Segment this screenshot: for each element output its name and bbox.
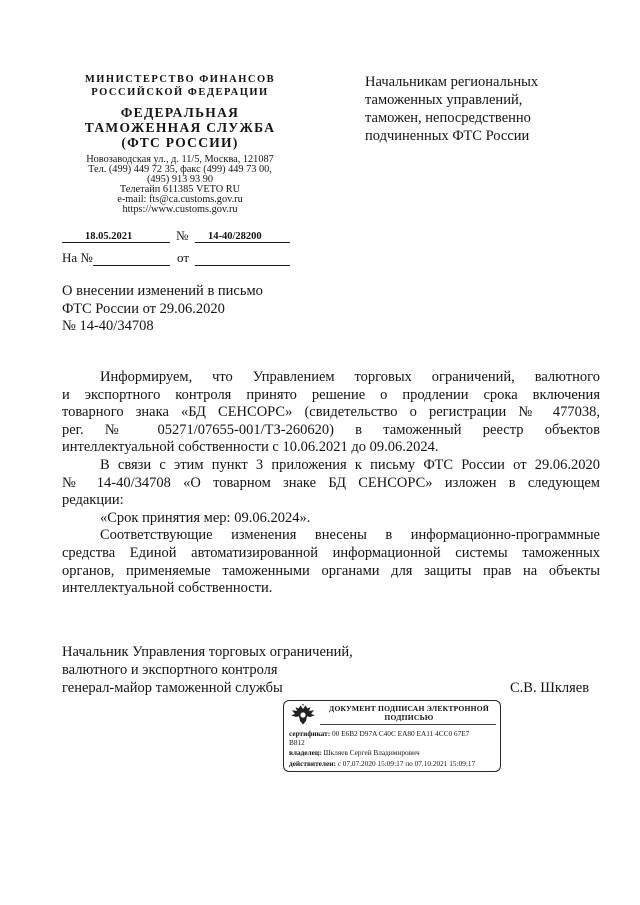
- service-line: ФЕДЕРАЛЬНАЯ: [120, 105, 240, 120]
- stamp-title-line: ДОКУМЕНТ ПОДПИСАН ЭЛЕКТРОННОЙ: [329, 704, 489, 713]
- body-line: товарного знака «БД СЕНСОРС» (свидетельство о регистрации № 477038,: [62, 404, 600, 421]
- service-line: ТАМОЖЕННАЯ СЛУЖБА: [84, 120, 276, 135]
- position-line: Начальник Управления торговых ограничений,: [62, 644, 353, 660]
- signatory-name: С.В. Шкляев: [510, 680, 590, 696]
- body-line: и экспортного контроля принято решение о продлении срока включения: [62, 386, 600, 403]
- website: https://www.customs.gov.ru: [122, 204, 238, 215]
- body-line: «Срок принятия мер: 09.06.2024».: [100, 509, 311, 526]
- service-name: [60, 105, 300, 150]
- owner-row: [289, 748, 420, 757]
- addressee-line: таможенных управлений,: [365, 92, 523, 108]
- subject: [62, 283, 362, 336]
- email: e-mail: fts@ca.customs.gov.ru: [117, 194, 243, 205]
- service-line: (ФТС РОССИИ): [121, 135, 239, 150]
- addressee-line: Начальникам региональных: [365, 74, 539, 90]
- ministry-line: РОССИЙСКОЙ ФЕДЕРАЦИИ: [91, 87, 269, 98]
- date-underline: [62, 242, 170, 243]
- body-line: интеллектуальной собственности.: [62, 580, 273, 597]
- addressee-line: таможен, непосредственно: [365, 110, 531, 126]
- owner-value: Шкляев Сергей Владимирович: [323, 748, 420, 757]
- certificate-row: [289, 729, 469, 738]
- address: Новозаводская ул., д. 11/5, Москва, 121087: [86, 154, 274, 165]
- body-line: рег. № 05271/07655-001/ТЗ-260620) в таможенный реестр объектов: [62, 421, 600, 438]
- validity-row: [289, 759, 475, 768]
- position-line: генерал-майор таможенной службы: [62, 680, 283, 696]
- certificate-label: сертификат:: [289, 729, 331, 738]
- subject-line: № 14-40/34708: [62, 318, 154, 335]
- letterhead: [60, 73, 300, 215]
- from-underline: [195, 265, 290, 266]
- number-underline: [195, 242, 290, 243]
- number-label: №: [176, 228, 189, 243]
- from-label: от: [177, 250, 190, 265]
- phone: (495) 913 93 90: [146, 174, 214, 185]
- registration-number: 14-40/28200: [208, 231, 262, 242]
- body-line: органов, применяемые таможенными органами для защиты прав на объекты: [62, 562, 600, 579]
- body-line: средства Единой автоматизированной информационной системы таможенных: [62, 544, 600, 561]
- addressee-line: подчиненных ФТС России: [365, 128, 530, 144]
- validity-label: действителен:: [289, 759, 336, 768]
- body-line: Соответствующие изменения внесены в информационно-программные: [100, 527, 600, 544]
- addressee: [365, 73, 615, 145]
- electronic-signature-stamp: [283, 700, 501, 772]
- contacts: [60, 155, 300, 215]
- stamp-title-line: ПОДПИСЬЮ: [384, 713, 434, 722]
- owner-label: владелец:: [289, 748, 322, 757]
- teletype: Телетайп 611385 VETO RU: [119, 184, 241, 195]
- letter-body: [62, 369, 600, 598]
- validity-value: с 07.07.2020 15:09:17 по 07.10.2021 15:09:17: [337, 759, 476, 768]
- ministry-line: МИНИСТЕРСТВО ФИНАНСОВ: [84, 74, 276, 85]
- body-line: Информируем, что Управлением торговых ограничений, валютного: [100, 369, 600, 385]
- body-line: № 14-40/34708 «О товарном знаке БД СЕНСОРС» изложен в следующем: [62, 474, 600, 491]
- certificate-continuation: B812: [289, 738, 305, 747]
- body-line: интеллектуальной собственности с 10.06.2021 до 09.06.2024.: [62, 439, 439, 456]
- stamp-divider: [320, 724, 496, 725]
- stamp-title: [320, 704, 498, 722]
- coat-of-arms-icon: [289, 704, 317, 726]
- subject-line: ФТС России от 29.06.2020: [62, 300, 225, 317]
- body-line: редакции:: [62, 492, 124, 509]
- position-line: валютного и экспортного контроля: [62, 662, 278, 678]
- body-line: В связи с этим пункт 3 приложения к письму ФТС России от 29.06.2020: [100, 456, 600, 473]
- registration-date: 18.05.2021: [85, 231, 133, 242]
- reference-underline: [93, 265, 170, 266]
- reference-label: На №: [62, 250, 93, 265]
- phone: Тел. (499) 449 72 35, факс (499) 449 73 00,: [88, 164, 272, 175]
- signatory-position: [62, 643, 422, 697]
- certificate-value: 00 E6B2 D97A C40C EA80 EA11 4CC0 67E7: [331, 729, 470, 738]
- subject-line: О внесении изменений в письмо: [62, 283, 263, 299]
